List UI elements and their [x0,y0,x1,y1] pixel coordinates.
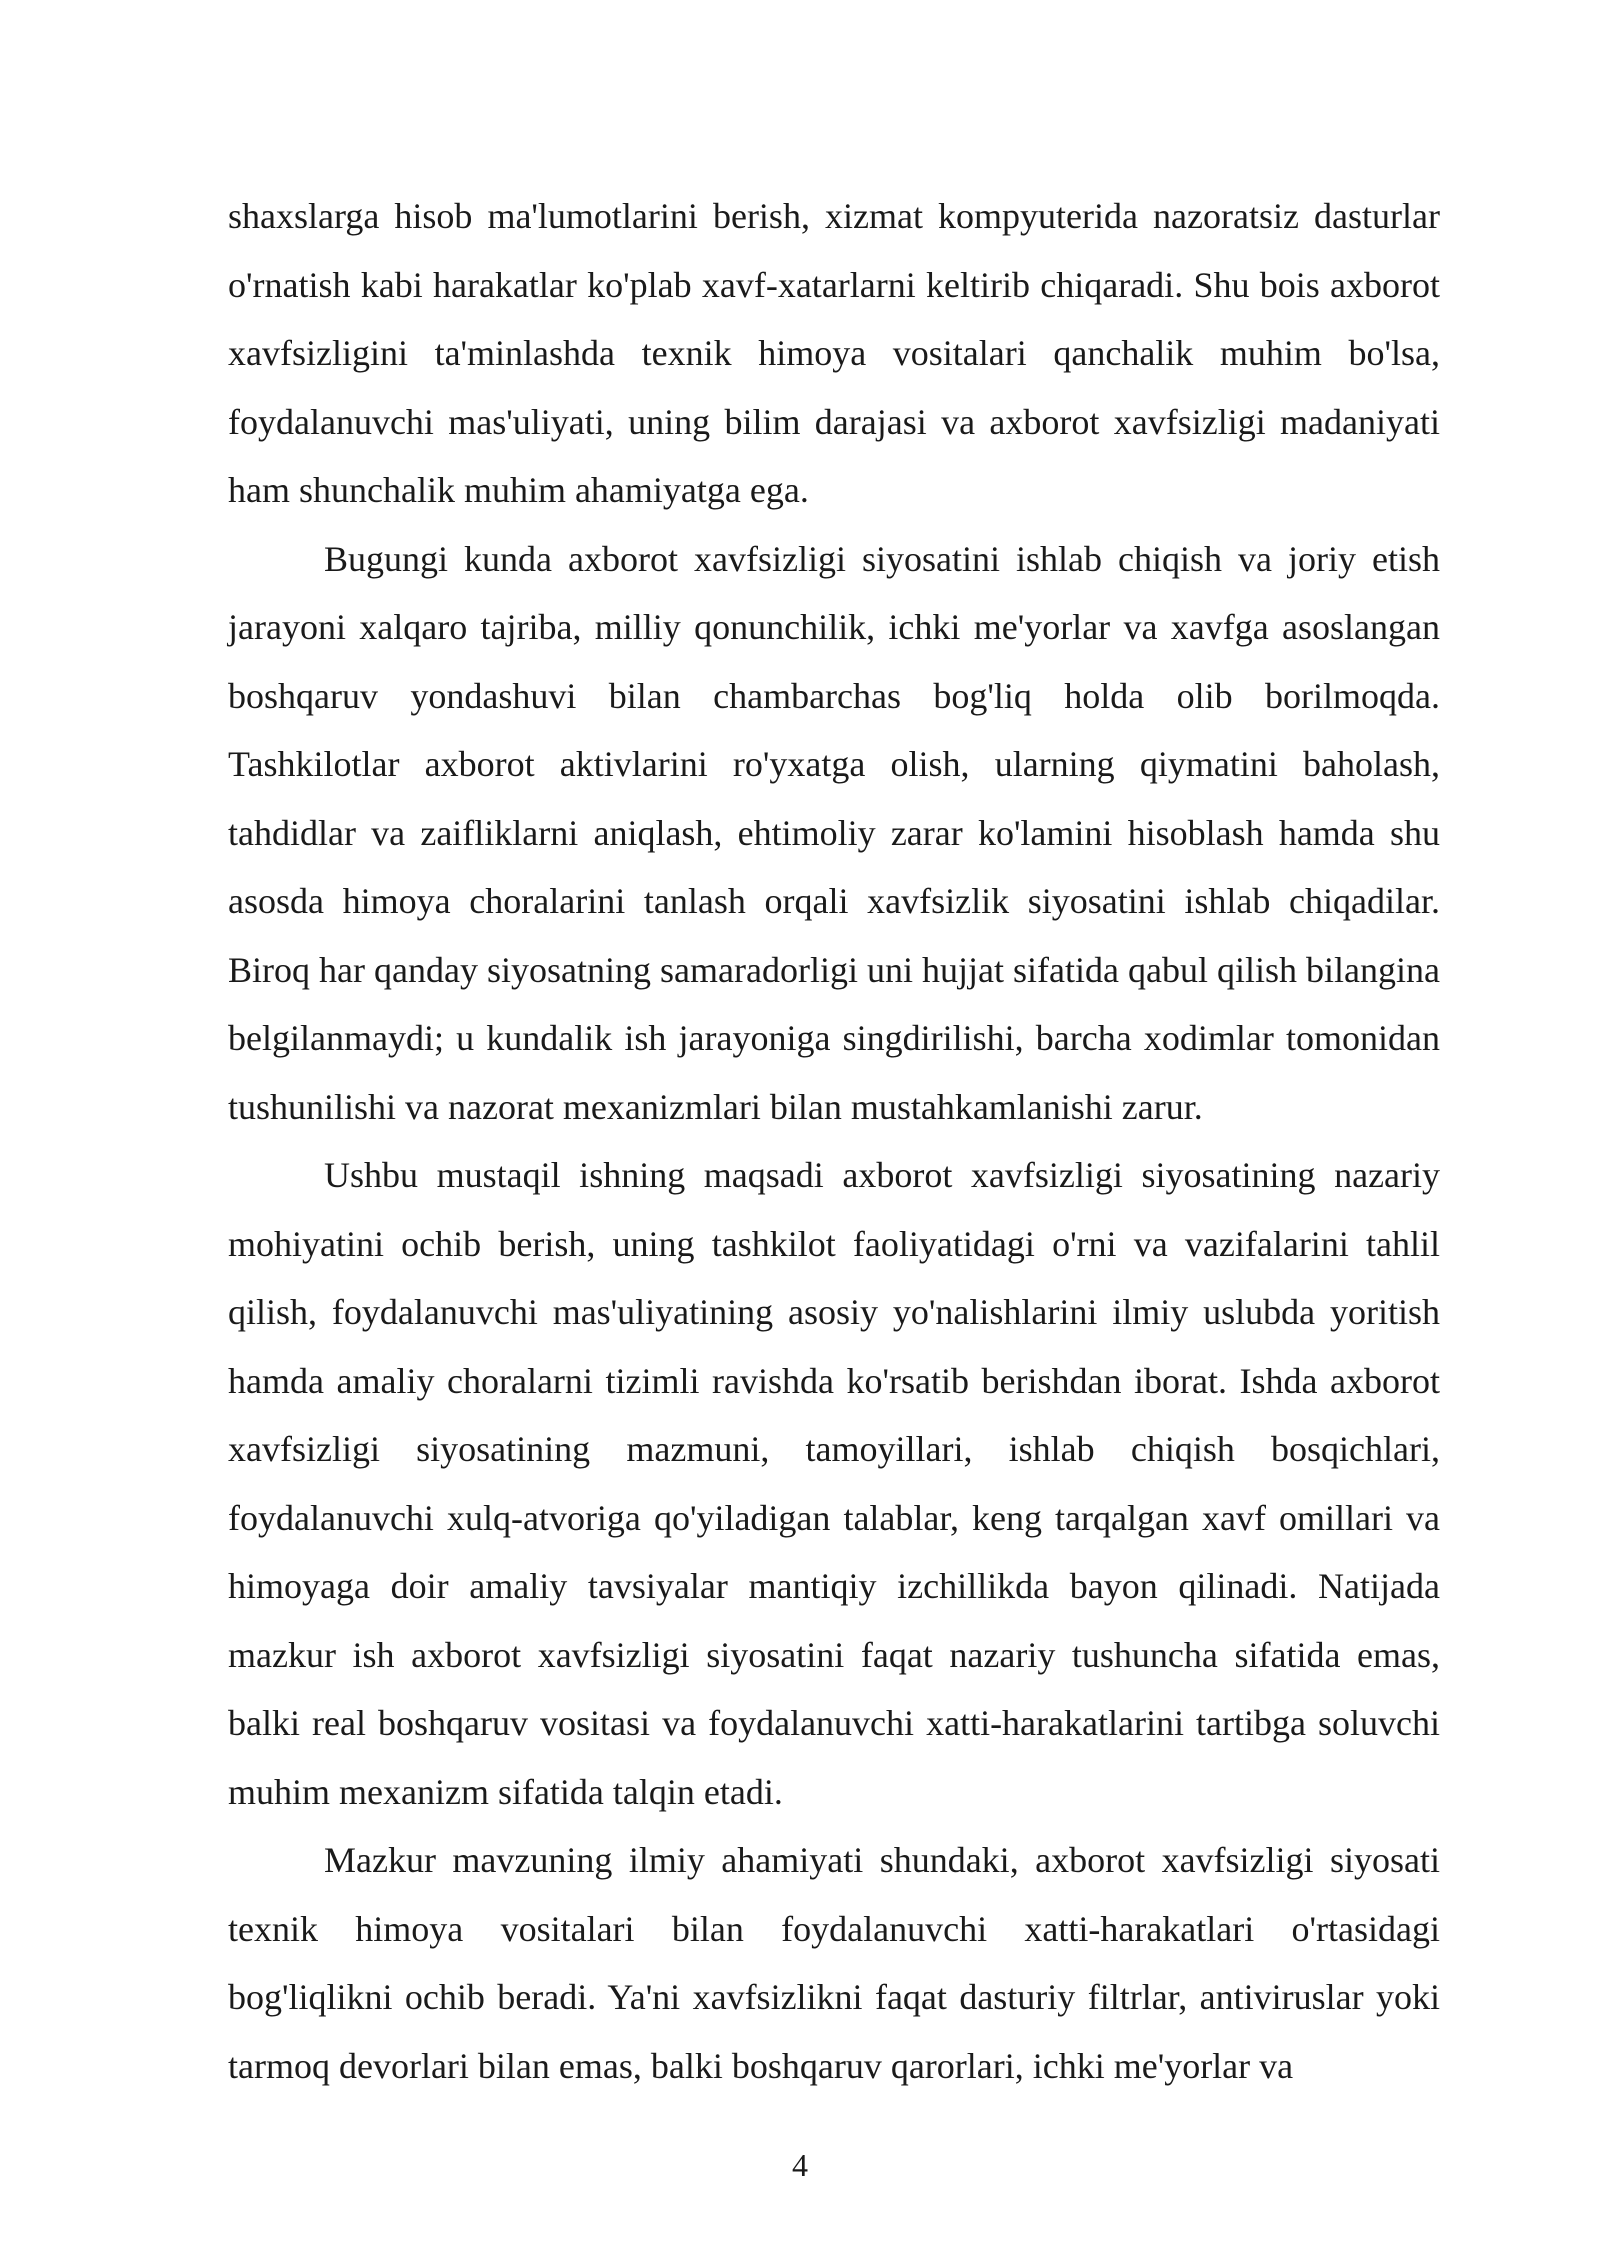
paragraph-4: Mazkur mavzuning ilmiy ahamiyati shundaki, axborot xavfsizligi siyosati texnik himoya vositalari bilan foydalanuvchi xatti-harakatlari o'rtasidagi bog'liqlikni ochib beradi. Ya'ni xavfsizlikni faqat dasturiy filtrlar, antiviruslar yoki tarmoq devorlari bilan emas, balki boshqaruv qarorlari, ichki me'yorlar va [228,1840,1440,2086]
page-number: 4 [792,2147,808,2183]
body-text [228,182,1440,2100]
paragraph-2: Bugungi kunda axborot xavfsizligi siyosatini ishlab chiqish va joriy etish jarayoni xalqaro tajriba, milliy qonunchilik, ichki me'yorlar va xavfga asoslangan boshqaruv yondashuvi bilan chambarchas bog'liq holda olib borilmoqda. Tashkilotlar axborot aktivlarini ro'yxatga olish, ularning qiymatini baholash, tahdidlar va zaifliklarni aniqlash, ehtimoliy zarar ko'lamini hisoblash hamda shu asosda himoya choralarini tanlash orqali xavfsizlik siyosatini ishlab chiqadilar. Biroq har qanday siyosatning samaradorligi uni hujjat sifatida qabul qilish bilangina belgilanmaydi; u kundalik ish jarayoniga singdirilishi, barcha xodimlar tomonidan tushunilishi va nazorat mexanizmlari bilan mustahkamlanishi zarur. [228,538,1440,1127]
paragraph-1: shaxslarga hisob ma'lumotlarini berish, xizmat kompyuterida nazoratsiz dasturlar o'rnatish kabi harakatlar ko'plab xavf-xatarlarni keltirib chiqaradi. Shu bois axborot xavfsizligini ta'minlashda texnik himoya vositalari qanchalik muhim bo'lsa, foydalanuvchi mas'uliyati, uning bilim darajasi va axborot xavfsizligi madaniyati ham shunchalik muhim ahamiyatga ega. [228,196,1440,510]
paragraph-3: Ushbu mustaqil ishning maqsadi axborot xavfsizligi siyosatining nazariy mohiyatini ochib berish, uning tashkilot faoliyatidagi o'rni va vazifalarini tahlil qilish, foydalanuvchi mas'uliyatining asosiy yo'nalishlarini ilmiy uslubda yoritish hamda amaliy choralarni tizimli ravishda ko'rsatib berishdan iborat. Ishda axborot xavfsizligi siyosatining mazmuni, tamoyillari, ishlab chiqish bosqichlari, foydalanuvchi xulq-atvoriga qo'yiladigan talablar, keng tarqalgan xavf omillari va himoyaga doir amaliy tavsiyalar mantiqiy izchillikda bayon qilinadi. Natijada mazkur ish axborot xavfsizligi siyosatini faqat nazariy tushuncha sifatida emas, balki real boshqaruv vositasi va foydalanuvchi xatti-harakatlarini tartibga soluvchi muhim mexanizm sifatida talqin etadi. [228,1155,1440,1812]
